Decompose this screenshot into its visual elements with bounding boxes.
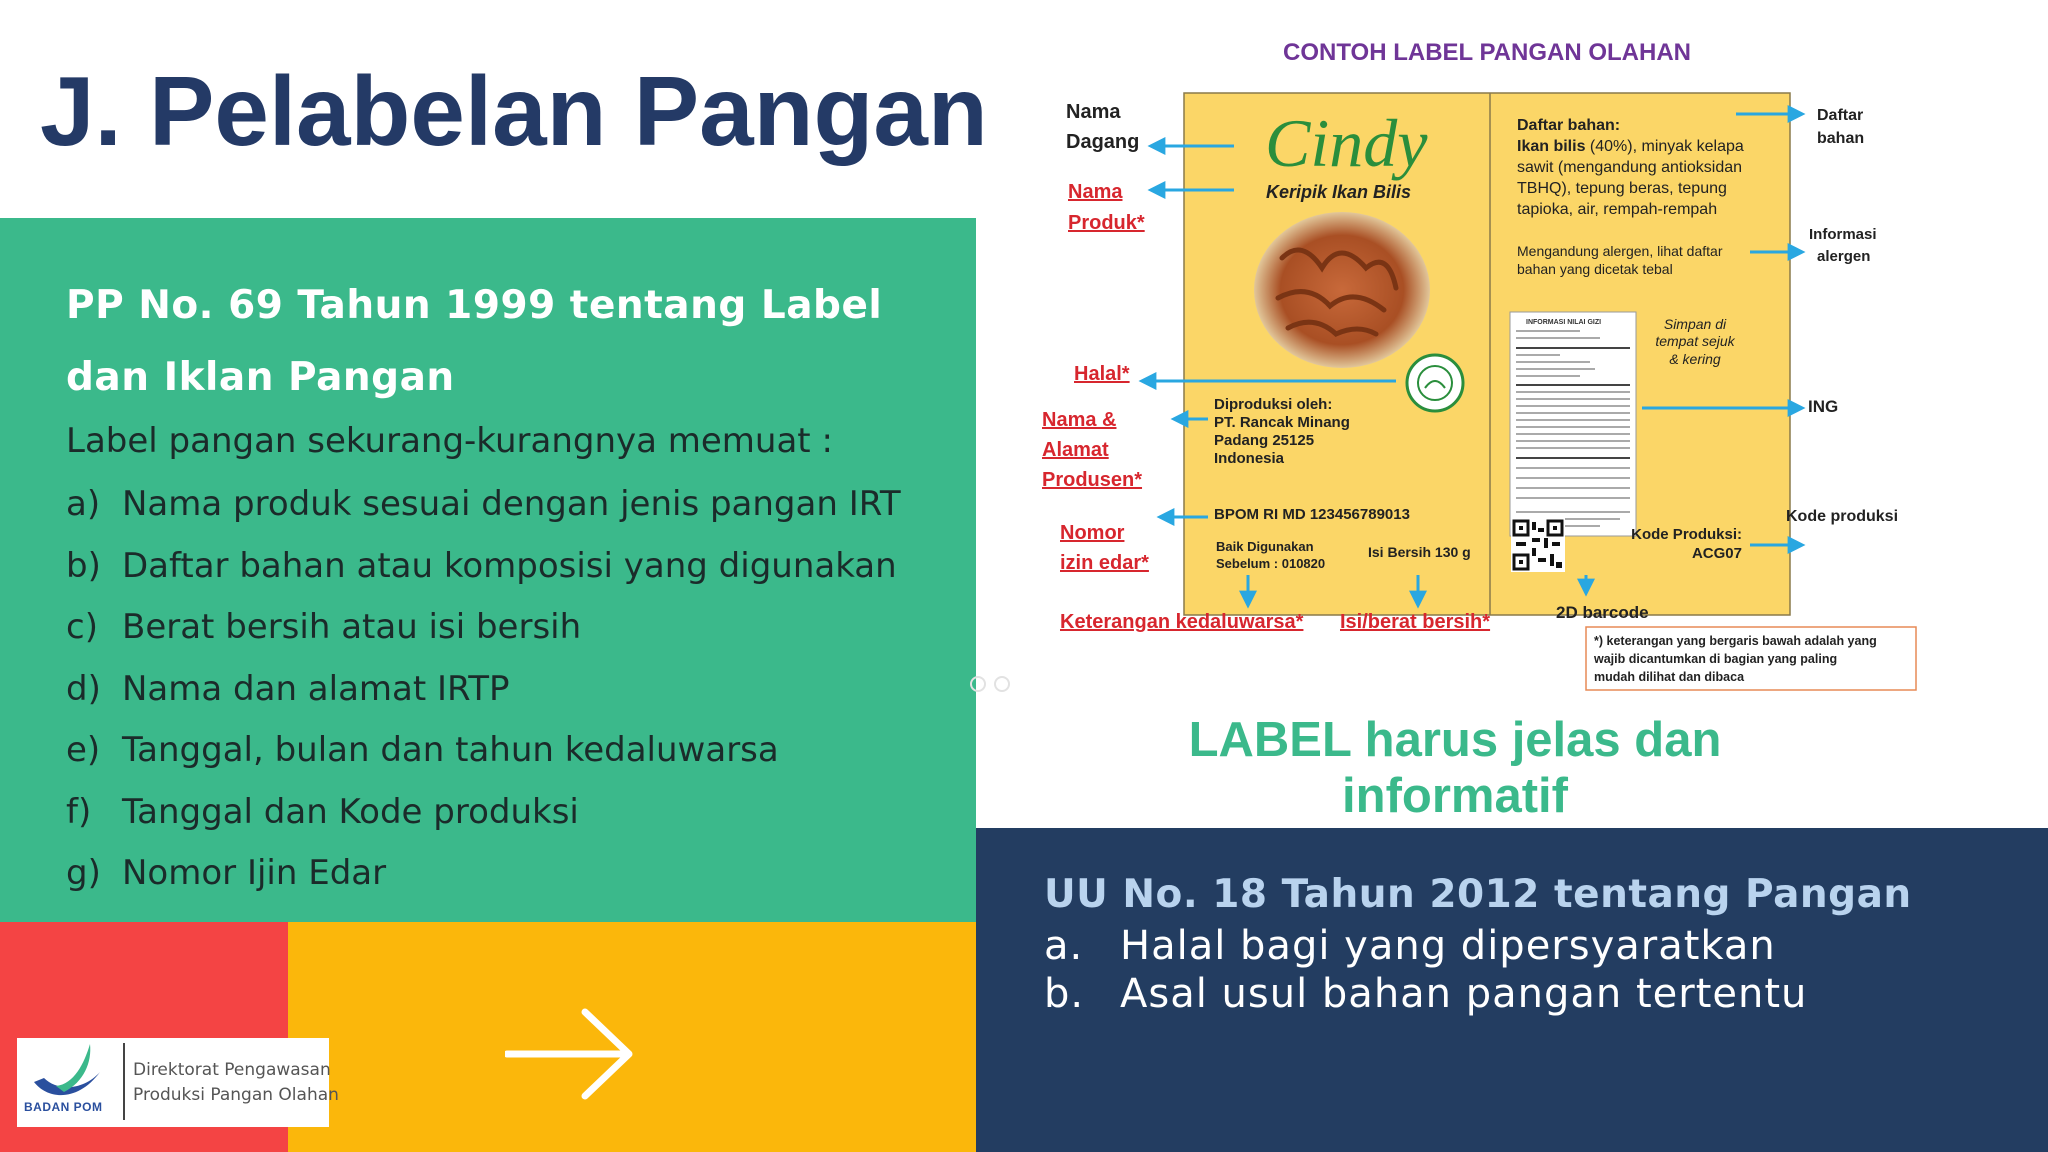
annotation-halal: Halal* (1074, 363, 1130, 385)
slide-title: J. Pelabelan Pangan (40, 56, 988, 166)
producer-line-3: Padang 25125 (1214, 432, 1315, 449)
annotation-nama-alamat-1: Nama & (1042, 409, 1117, 431)
expiry-line-2: Sebelum : 010820 (1216, 556, 1326, 571)
ingredients-line-3: TBHQ), tepung beras, tepung (1517, 180, 1727, 197)
list-item: e) Tanggal, bulan dan tahun kedaluwarsa (66, 730, 779, 770)
producer-line-1: Diproduksi oleh: (1214, 396, 1333, 413)
annotation-info-2: alergen (1817, 248, 1871, 265)
list-item: a. Halal bagi yang dipersyaratkan (1044, 923, 1776, 969)
annotation-nomor-2: izin edar* (1060, 552, 1149, 574)
food-photo (1254, 212, 1430, 368)
annotation-ing: ING (1808, 397, 1839, 416)
uu-title: UU No. 18 Tahun 2012 tentang Pangan (1044, 872, 1912, 917)
list-item: f) Tanggal dan Kode produksi (66, 791, 579, 832)
label-product-name: Keripik Ikan Bilis (1266, 182, 1412, 202)
annotation-isi-bersih: Isi/berat bersih* (1340, 611, 1491, 633)
qr-code-icon (1511, 518, 1565, 572)
annotation-daftar-1: Daftar (1817, 107, 1864, 124)
badan-pom-wordmark: BADAN POM (24, 1100, 103, 1114)
producer-line-2: PT. Rancak Minang (1214, 414, 1350, 431)
annotation-nama-produk-2: Produk* (1068, 212, 1145, 234)
badan-pom-logo-icon (26, 1042, 116, 1108)
slot-handle-icon (966, 672, 1016, 696)
annotation-daftar-2: bahan (1817, 130, 1865, 147)
annotation-nama-alamat-3: Produsen* (1042, 469, 1143, 491)
annotation-kedaluwarsa: Keterangan kedaluwarsa* (1060, 611, 1304, 633)
list-item: d) Nama dan alamat IRTP (66, 668, 510, 709)
footnote-line-3: mudah dilihat dan dibaca (1594, 670, 1745, 684)
allergen-line-2: bahan yang dicetak tebal (1517, 261, 1673, 277)
annotation-kode: Kode produksi (1786, 508, 1899, 525)
annotation-nama-alamat-2: Alamat (1042, 439, 1109, 461)
storage-line-2: tempat sejuk (1655, 333, 1735, 349)
storage-line-1: Simpan di (1663, 316, 1727, 332)
annotation-nama-dagang-2: Dagang (1066, 131, 1140, 153)
pp-title: PP No. 69 Tahun 1999 tentang Label dan Iklan Pangan (66, 283, 883, 400)
list-item: g) Nomor Ijin Edar (66, 853, 387, 893)
label-tagline: LABEL harus jelas dan informatif (1188, 713, 1722, 823)
list-item: b) Daftar bahan atau komposisi yang digunakan (66, 545, 897, 586)
production-code-label: Kode Produksi: (1631, 526, 1742, 543)
label-brand: Cindy (1265, 105, 1428, 181)
list-item: b. Asal usul bahan pangan tertentu (1044, 971, 1808, 1017)
ingredients-title: Daftar bahan: (1517, 117, 1621, 134)
list-item: c) Berat bersih atau isi bersih (66, 607, 582, 647)
bpom-number: BPOM RI MD 123456789013 (1214, 506, 1410, 523)
list-item: a) Nama produk sesuai dengan jenis pangan IRT (66, 484, 901, 524)
footnote-line-1: *) keterangan yang bergaris bawah adalah yang (1594, 634, 1877, 648)
label-diagram (1020, 28, 2020, 708)
pp-intro: Label pangan sekurang-kurangnya memuat : (66, 421, 833, 461)
footnote-line-2: wajib dicantumkan di bagian yang paling (1594, 652, 1838, 666)
net-weight: Isi Bersih 130 g (1368, 544, 1471, 560)
arrow-right-icon[interactable] (505, 1008, 635, 1100)
annotation-info-1: Informasi (1809, 226, 1877, 243)
pp-list (66, 474, 966, 905)
halal-logo-icon (1407, 355, 1463, 411)
storage-line-3: & kering (1669, 351, 1721, 367)
pp-content (66, 270, 966, 905)
expiry-line-1: Baik Digunakan (1216, 539, 1314, 554)
annotation-2d-barcode: 2D barcode (1556, 603, 1649, 622)
logo-org-name: Direktorat Pengawasan Produksi Pangan Olahan (133, 1060, 339, 1105)
producer-line-4: Indonesia (1214, 450, 1285, 467)
logo-divider (123, 1043, 125, 1120)
nutrition-title: INFORMASI NILAI GIZI (1526, 319, 1602, 326)
diagram-heading: CONTOH LABEL PANGAN OLAHAN (1283, 39, 1691, 66)
ingredients-line-4: tapioka, air, rempah-rempah (1517, 201, 1718, 218)
uu-list (1044, 922, 1807, 1018)
nutrition-facts-box (1510, 312, 1636, 536)
allergen-line-1: Mengandung alergen, lihat daftar (1517, 243, 1723, 259)
annotation-nomor-1: Nomor (1060, 522, 1125, 544)
ingredients-line-1: Ikan bilis (40%), minyak kelapa (1517, 138, 1744, 155)
ingredients-line-2: sawit (mengandung antioksidan (1517, 159, 1743, 176)
annotation-nama-dagang-1: Nama (1066, 101, 1121, 123)
annotation-nama-produk-1: Nama (1068, 181, 1123, 203)
production-code-value: ACG07 (1691, 545, 1742, 562)
